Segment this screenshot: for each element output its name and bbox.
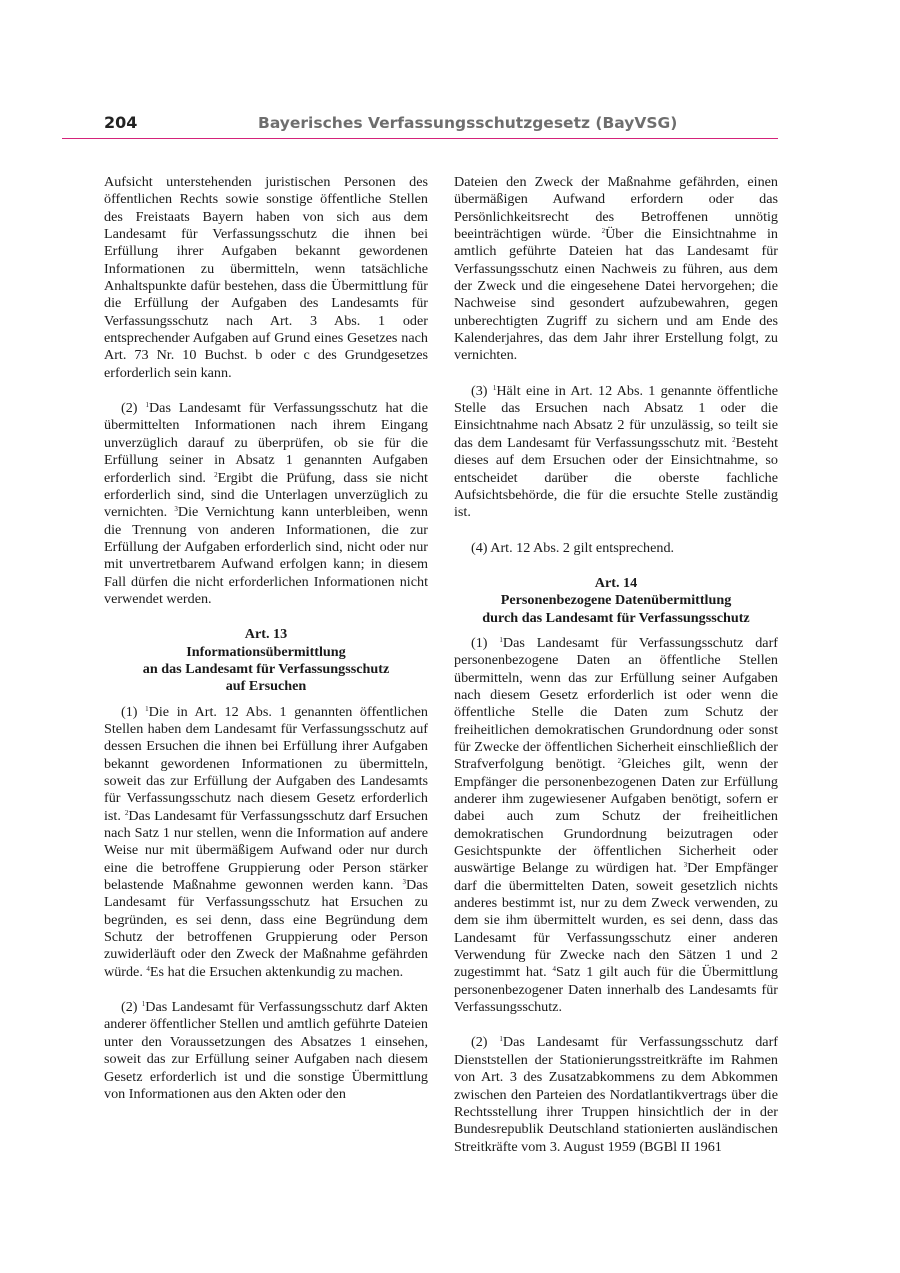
sentence: Hält eine in Art. 12 Abs. 1 genannte öffentliche Stelle das Ersuchen nach Absatz 1 oder die Einsichtnahme nach Absatz 2 für unzulässig, so teilt sie das dem Landesamt für Verfassungsschutz mit. [454, 382, 778, 451]
sentence: Ergibt die Prüfung, dass sie nicht erforderlich sind, sind die Unterlagen unverzüglich zu vernichten. [104, 469, 428, 521]
paragraph-number: (1) [121, 703, 138, 720]
paragraph-art13-4 [454, 540, 778, 557]
article-title-line: auf Ersuchen [225, 678, 307, 695]
sentence: Dateien den Zweck der Maßnahme gefährden, einen übermäßigen Aufwand erfordern oder das Persönlichkeitsrecht des Betroffenen unnötig beeinträchtigen würde. [454, 174, 778, 243]
paragraph-number: (2) [121, 999, 138, 1016]
paragraph-number: (4) [471, 539, 488, 556]
paragraph-number: (2) [471, 1034, 488, 1051]
paragraph-art12-2: (2) $^1$Das Landesamt für Verfassungsschutz hat die übermittelten Informationen nach ihrem Eingang unverzüglich darauf zu überprüfen, ob sie für die Erfüllung seiner in Absatz 1 genannten Aufgaben erforderlich sind. $^2$Ergibt die Prüfung, dass sie nicht erforderlich sind, sind die Unterlagen unverzüglich zu vernichten. $^3$Die Vernichtung kann unterbleiben, wenn die Trennung von anderen Informationen, die zur Erfüllung der Aufgaben erforderlich sind, nicht oder nur mit unvertretbarem Aufwand erfolgen kann; in diesem Fall dürfen die nicht erforderlichen Informationen nicht verwendet werden. [104, 400, 428, 607]
paragraph-art14-1: (1) $^1$Das Landesamt für Verfassungsschutz darf personenbezogene Daten an öffentliche Stellen übermitteln, wenn das zur Erfüllung seiner Aufgaben nach diesem Gesetz erforderlich ist oder wenn die öffentliche Stelle die Daten zum Schutz der freiheitlichen demokratischen Grundordnung oder sonst für Zwecke der öffentlichen Sicherheit einschließlich der Strafverfolgung benötigt. $^2$Gleiches gilt, wenn der Empfänger die personenbezogenen Daten zur Erfüllung anderer ihm zugewiesener Aufgaben benötigt, sofern er dabei auch zum Schutz der freiheitlichen demokratischen Grundordnung beizutragen oder Gesichtspunkte der öffentlichen Sicherheit oder auswärtige Belange zu würdigen hat. $^3$Der Empfänger darf die übermittelten Daten, soweit gesetzlich nichts anderes bestimmt ist, nur zu dem Zweck verwenden, zu dem sie ihm übermittelt wurden, es sei denn, dass das Landesamt für Verfassungsschutz einer anderen Verwendung für Zwecke nach den Sätzen 1 und 2 zugestimmt hat. $^4$Satz 1 gilt auch für die Übermittlung personenbezogener Daten innerhalb des Landesamts für Verfassungsschutz. [454, 634, 778, 1016]
sentence: Das Landesamt für Verfassungsschutz darf personenbezogene Daten an öffentliche Stellen übermitteln, wenn das zur Erfüllung seiner Aufgaben nach diesem Gesetz erforderlich ist oder wenn die öffentliche Stelle die Daten zum Schutz der freiheitlichen demokratischen Grundordnung oder sonst für Zwecke der öffentlichen Sicherheit einschließlich der Strafverfolgung benötigt. [454, 634, 778, 773]
sentence: Das Landesamt für Verfassungsschutz hat die übermittelten Informationen nach ihrem Eingang unverzüglich darauf zu überprüfen, ob sie für die Erfüllung seiner in Absatz 1 genannten Aufgaben erforderlich sind. [104, 400, 428, 486]
sentence: Besteht dieses auf dem Ersuchen oder der Einsichtnahme, so entscheidet darüber die oberste fachliche Aufsichtsbehörde, die für die ersuchte Stelle zuständig ist. [454, 434, 778, 521]
sentence: Über die Einsichtnahme in amtlich geführte Dateien hat das Landesamt für Verfassungsschutz einen Nachweis zu führen, aus dem der Zweck und die eingesehene Datei hervorgehen; die Nachweise sind gesondert aufzubewahren, gegen unberechtigten Zugriff zu sichern und am Ende des Kalenderjahres, das dem Jahr ihrer Erstellung folgt, zu vernichten. [454, 226, 778, 364]
article-heading-13 [104, 626, 428, 695]
sentence: Die in Art. 12 Abs. 1 genannten öffentlichen Stellen haben dem Landesamt für Verfassungsschutz auf dessen Ersuchen die ihnen bei Erfüllung ihrer Aufgaben bekannt gewordenen Informationen zu übermitteln, soweit das zur Erfüllung der Aufgaben des Landesamts für Verfassungsschutz nach diesem Gesetz erforderlich ist. [104, 703, 428, 824]
page-number: 204 [104, 113, 138, 132]
article-title-line: an das Landesamt für Verfassungsschutz [142, 660, 390, 677]
page-header [62, 112, 778, 139]
sentence: Das Landesamt für Verfassungsschutz darf Akten anderer öffentlicher Stellen und amtlich geführte Dateien unter den Voraussetzungen des Absatzes 1 einsehen, soweit das zur Erfüllung seiner Aufgaben nach diesem Gesetz erforderlich ist und die sonstige Übermittlung von Informationen aus den Akten oder den [104, 999, 428, 1102]
sentence: Satz 1 gilt auch für die Übermittlung personenbezogener Daten innerhalb des Landesamts für Verfassungsschutz. [454, 964, 778, 1016]
paragraph-number: (3) [471, 382, 488, 399]
sentence: Das Landesamt für Verfassungsschutz darf Ersuchen nach Satz 1 nur stellen, wenn die Information auf andere Weise nur mit übermäßigem Aufwand oder nur durch eine die betroffene Gruppierung oder Person stärker belastende Maßnahme gewonnen werden kann. [104, 807, 428, 894]
running-title: Bayerisches Verfassungsschutzgesetz (BayVSG) [258, 114, 678, 132]
paragraph-art13-3: (3) $^1$Hält eine in Art. 12 Abs. 1 genannte öffentliche Stelle das Ersuchen nach Absatz 1 oder die Einsichtnahme nach Absatz 2 für unzulässig, so teilt sie das dem Landesamt für Verfassungsschutz mit. $^2$Besteht dieses auf dem Ersuchen oder der Einsichtnahme, so entscheidet darüber die oberste fachliche Aufsichtsbehörde, die für die ersuchte Stelle zuständig ist. [454, 382, 778, 521]
paragraph-art13-1: (1) $^1$Die in Art. 12 Abs. 1 genannten öffentlichen Stellen haben dem Landesamt für Verfassungsschutz auf dessen Ersuchen die ihnen bei Erfüllung ihrer Aufgaben bekannt gewordenen Informationen zu übermitteln, soweit das zur Erfüllung der Aufgaben des Landesamts für Verfassungsschutz nach diesem Gesetz erforderlich ist. $^2$Das Landesamt für Verfassungsschutz darf Ersuchen nach Satz 1 nur stellen, wenn die Information auf andere Weise nur mit übermäßigem Aufwand oder nur durch eine die betroffene Gruppierung oder Person stärker belastende Maßnahme gewonnen werden kann. $^3$Das Landesamt für Verfassungsschutz hat Ersuchen zu begründen, es sei denn, dass eine Begründung dem Schutz der betroffenen Gruppierung oder Person zuwiderläuft oder den Zweck der Maßnahme gefährden würde. $^4$Es hat die Ersuchen aktenkundig zu machen. [104, 703, 428, 980]
paragraph-number: (2) [121, 400, 138, 417]
article-number: Art. 13 [244, 626, 288, 643]
sentence: Gleiches gilt, wenn der Empfänger die personenbezogenen Daten zur Erfüllung anderer ihm zugewiesener Aufgaben benötigt, sofern er dabei auch zum Schutz der freiheitlichen demokratischen Grundordnung beizutragen oder Gesichtspunkte der öffentlichen Sicherheit oder auswärtige Belange zu würdigen hat. [454, 756, 778, 877]
sentence: Es hat die Ersuchen aktenkundig zu machen. [149, 963, 404, 980]
paragraph-number: (1) [471, 634, 488, 651]
paragraph-continued: Dateien den Zweck der Maßnahme gefährden, einen übermäßigen Aufwand erfordern oder das Persönlichkeitsrecht des Betroffenen unnötig beeinträchtigen würde. $^2$Über die Einsichtnahme in amtlich geführte Dateien hat das Landesamt für Verfassungsschutz einen Nachweis zu führen, aus dem der Zweck und die eingesehene Datei hervorgehen; die Nachweise sind gesondert aufzubewahren, gegen unberechtigten Zugriff zu sichern und am Ende des Kalenderjahres, das dem Jahr ihrer Erstellung folgt, zu vernichten. [454, 174, 778, 364]
article-title-line: durch das Landesamt für Verfassungsschutz [482, 609, 750, 626]
paragraph-continued: Aufsicht unterstehenden juristischen Personen des öffentlichen Rechts sowie sonstige öffentliche Stellen des Freistaats Bayern haben von sich aus dem Landesamt für Verfassungsschutz die ihnen bei Erfüllung ihrer Aufgaben bekannt gewordenen Informationen zu übermitteln, wenn tatsächliche Anhaltspunkte dafür bestehen, dass die Übermittlung für die Erfüllung der Aufgaben des Landesamts für Verfassungsschutz nach Art. 3 Abs. 1 oder entsprechender Aufgaben auf Grund eines Gesetzes nach Art. 73 Nr. 10 Buchst. b oder c des Grundgesetzes erforderlich sein kann. [104, 174, 428, 381]
paragraph-art13-2: (2) $^1$Das Landesamt für Verfassungsschutz darf Akten anderer öffentlicher Stellen und amtlich geführte Dateien unter den Voraussetzungen des Absatzes 1 einsehen, soweit das zur Erfüllung seiner Aufgaben nach diesem Gesetz erforderlich ist und die sonstige Übermittlung von Informationen aus den Akten oder den [104, 999, 428, 1102]
sentence: Das Landesamt für Verfassungsschutz hat Ersuchen zu begründen, es sei denn, dass eine Begründung dem Schutz der betroffenen Gruppierung oder Person zuwiderläuft oder den Zweck der Maßnahme gefährden würde. [104, 877, 428, 980]
sentence: Der Empfänger darf die übermittelten Daten, soweit gesetzlich nichts anderes bestimmt ist, nur zu dem Zweck verwenden, zu dem sie ihm übermittelt wurden, es sei denn, dass das Landesamt für Verfassungsschutz einer anderen Verwendung für Zwecke nach den Sätzen 1 und 2 zugestimmt hat. [454, 860, 778, 981]
sentence: Das Landesamt für Verfassungsschutz darf Dienststellen der Stationierungsstreitkräfte im Rahmen von Art. 3 des Zusatzabkommens zu dem Abkommen zwischen den Parteien des Nordatlantikvertrags über die Rechtsstellung ihrer Truppen hinsichtlich der in der Bundesrepublik Deutschland stationierten ausländischen Streitkräfte vom 3. August 1959 (BGBl II 1961 [454, 1034, 778, 1155]
article-heading-14 [454, 575, 778, 627]
paragraph-art14-2: (2) $^1$Das Landesamt für Verfassungsschutz darf Dienststellen der Stationierungsstreitkräfte im Rahmen von Art. 3 des Zusatzabkommens zu dem Abkommen zwischen den Parteien des Nordatlantikvertrags über die Rechtsstellung ihrer Truppen hinsichtlich der in der Bundesrepublik Deutschland stationierten ausländischen Streitkräfte vom 3. August 1959 (BGBl II 1961 [454, 1034, 778, 1155]
article-title-line: Informationsübermittlung [186, 643, 346, 660]
right-column [454, 174, 778, 1156]
sentence: Die Vernichtung kann unterbleiben, wenn die Trennung von anderen Informationen, die zur Erfüllung der Aufgaben erforderlich sind, nicht oder nur mit unvertretbarem Aufwand erfolgen kann; in diesem Fall dürfen die nicht erforderlichen Informationen nicht verwendet werden. [104, 504, 428, 607]
article-number: Art. 14 [594, 574, 638, 591]
sentence: Art. 12 Abs. 2 gilt entsprechend. [490, 539, 675, 556]
article-title-line: Personenbezogene Datenübermittlung [500, 592, 732, 609]
left-column [104, 174, 428, 1103]
